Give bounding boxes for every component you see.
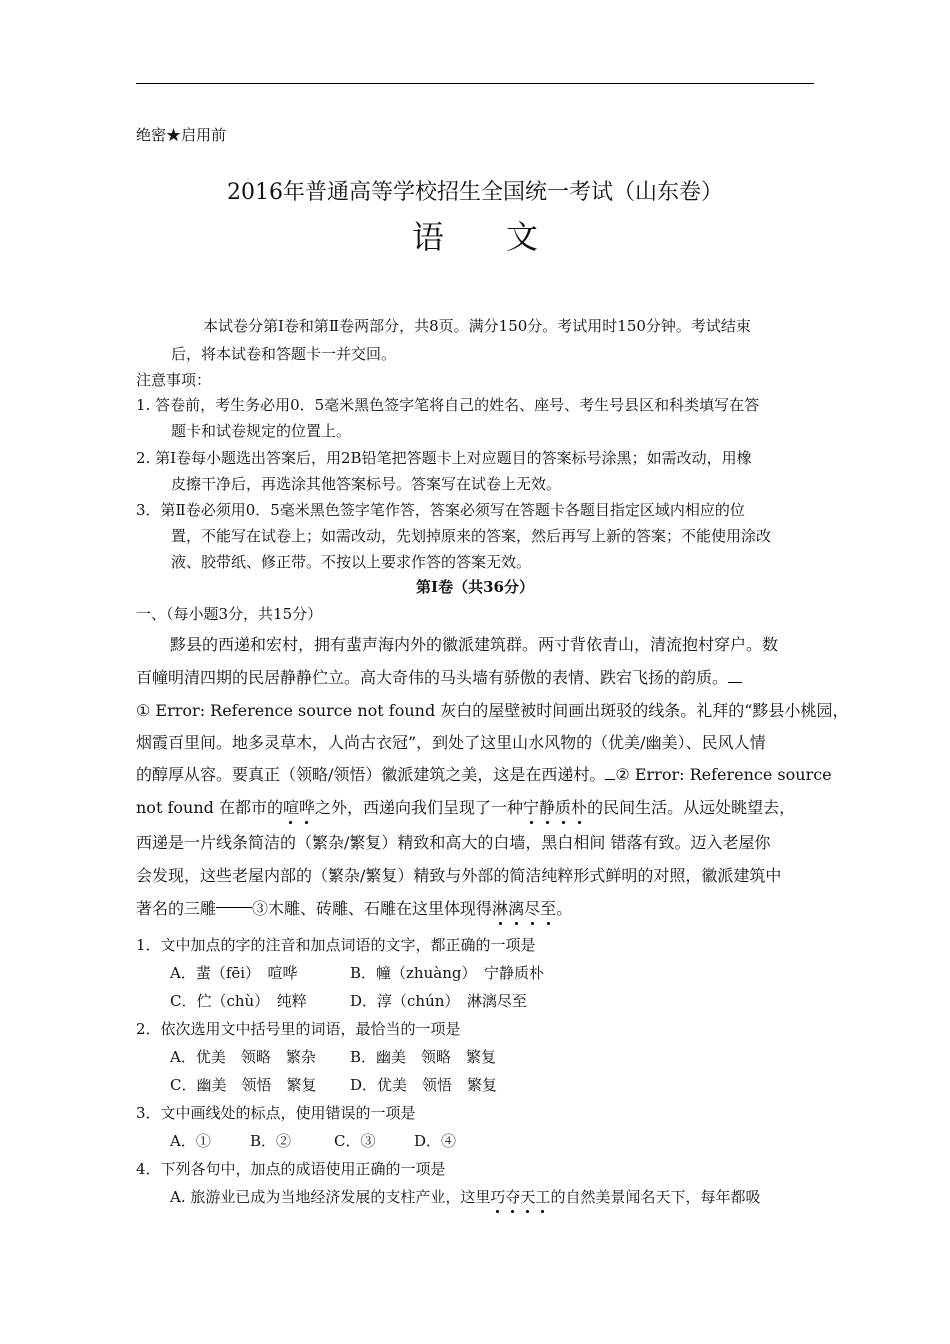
- dotted-char: 尽: [524, 899, 541, 918]
- passage-line-9-c: 。: [556, 899, 573, 918]
- note-2-line-2: 皮擦干净后，再选涂其他答案标号。答案写在试卷上无效。: [171, 475, 562, 493]
- dotted-char: 质: [555, 798, 572, 817]
- passage-line-1: 黟县的西递和宏村，拥有蜚声海内外的徽派建筑群。两寸背依青山，清流抱村穿户。数: [170, 635, 779, 654]
- passage-line-9-a: 著名的三雕: [136, 899, 217, 918]
- question-1-options-ab: [170, 962, 544, 983]
- note-3-line-2: 置，不能写在试卷上；如需改动，先划掉原来的答案，然后再写上新的答案；不能使用涂改: [171, 527, 772, 545]
- subject-title: [136, 212, 814, 258]
- passage-line-4: 烟霞百里间。地多灵草木，人尚古衣冠”，到处了这里山水风物的（优美/幽美）、民风人情: [136, 733, 766, 752]
- option-a-text-2: 的自然美景闻名天下，每年都吸: [550, 1188, 761, 1206]
- passage-line-2: [136, 665, 742, 688]
- passage-line-9: [136, 896, 572, 919]
- option-a: A．蜚（fēi） 喧哗: [170, 964, 298, 982]
- option-d: D．淳（chún） 淋漓尽至: [350, 992, 527, 1010]
- passage-line-5-ref: ② Error: Reference source: [615, 765, 832, 784]
- passage-line-5: [136, 762, 832, 785]
- question-4-option-a: [170, 1186, 760, 1207]
- option-a: A．①: [170, 1132, 211, 1150]
- option-d: D．④: [414, 1132, 457, 1150]
- question-2-options-ab: [170, 1046, 496, 1067]
- dotted-char: 夺: [505, 1188, 521, 1206]
- section-1-heading: 一、（每小题3分，共15分）: [136, 605, 323, 623]
- option-b: B．幽美 领略 繁复: [350, 1048, 497, 1066]
- question-3: 3．文中画线处的标点，使用错误的一项是: [136, 1104, 416, 1122]
- question-4: 4．下列各句中，加点的成语使用正确的一项是: [136, 1160, 446, 1178]
- dotted-char: 漓: [508, 899, 525, 918]
- part-1-heading: 第Ⅰ卷（共36分）: [416, 578, 534, 596]
- note-1-line-2: 题卡和试卷规定的位置上。: [171, 422, 352, 440]
- option-b: B．幢（zhuàng） 宁静质朴: [350, 964, 544, 982]
- passage-line-3: ① Error: Reference source not found 灰白的屋壁被时间画出斑驳的线条。礼拜的“黟县小桃园，: [136, 701, 849, 720]
- question-2: 2．依次选用文中括号里的词语，最恰当的一项是: [136, 1020, 461, 1038]
- option-d: D．优美 领悟 繁复: [350, 1076, 498, 1094]
- note-2-line-1: 2. 第Ⅰ卷每小题选出答案后，用2B铅笔把答题卡上对应题目的答案标号涂黑；如需改动，用橡: [136, 449, 752, 467]
- passage-line-7: 西递是一片线条简洁的（繁杂/繁复）精致和高大的白墙，黑白相间 错落有致。迈入老屋你: [136, 833, 771, 852]
- passage-line-6: [136, 795, 795, 818]
- dotted-char: 天: [520, 1188, 536, 1206]
- question-2-options-cd: [170, 1074, 497, 1095]
- option-b: B．②: [250, 1132, 292, 1150]
- intro-line-1: 本试卷分第Ⅰ卷和第Ⅱ卷两部分，共8页。满分150分。考试用时150分钟。考试结束: [203, 317, 751, 335]
- passage-line-9-b: ③木雕、砖雕、石雕在这里体现得: [252, 899, 493, 918]
- question-3-options: [170, 1130, 456, 1151]
- question-1: 1．文中加点的字的注音和加点词语的文字，都正确的一项是: [136, 936, 536, 954]
- dotted-char: 静: [539, 798, 556, 817]
- notes-heading: 注意事项：: [136, 371, 212, 389]
- dotted-char: 宁: [523, 798, 540, 817]
- note-3-line-3: 液、胶带纸、修正带。不按以上要求作答的答案无效。: [171, 553, 532, 571]
- note-1-line-1: 1. 答卷前，考生务必用0．5毫米黑色签字笔将自己的姓名、座号、考生号县区和科类填写在答: [136, 396, 760, 414]
- option-c: C．幽美 领悟 繁复: [170, 1076, 317, 1094]
- passage-line-5-text: 的醇厚从容。要真正（领略/领悟）徽派建筑之美，这是在西递村。: [136, 765, 606, 784]
- subject-char-2: 文: [506, 218, 539, 256]
- question-1-options-cd: [170, 990, 527, 1011]
- passage-line-6-a: not found 在都市的: [136, 798, 283, 817]
- passage-line-6-b: 之外，西递向我们呈现了一种: [314, 798, 523, 817]
- confidential-label: 绝密★启用前: [136, 126, 227, 144]
- dotted-char: 淋: [492, 899, 509, 918]
- dotted-char: 喧: [282, 798, 299, 817]
- option-c: C．③: [334, 1132, 376, 1150]
- option-a: A．优美 领略 繁杂: [170, 1048, 316, 1066]
- note-3-line-1: 3．第Ⅱ卷必须用0．5毫米黑色签字笔作答，答案必须写在答题卡各题目指定区域内相应的位: [136, 501, 745, 519]
- passage-line-2-text: 百幢明清四期的民居静静伫立。高大奇伟的马头墙有骄傲的表情、跌宕飞扬的韵质。: [136, 668, 729, 687]
- subject-char-1: 语: [411, 218, 444, 256]
- header-rule: [136, 83, 814, 84]
- exam-title: 2016年普通高等学校招生全国统一考试（山东卷）: [227, 180, 723, 205]
- dotted-char: 至: [540, 899, 557, 918]
- dotted-char: 哗: [298, 798, 315, 817]
- intro-line-2: 后，将本试卷和答题卡一并交回。: [171, 345, 397, 363]
- passage-line-6-c: 的民间生活。从远处眺望去，: [587, 798, 796, 817]
- option-c: C．伫（chù） 纯粹: [170, 992, 307, 1010]
- dotted-char: 巧: [490, 1188, 506, 1206]
- option-a-text-1: A. 旅游业已成为当地经济发展的支柱产业，这里: [170, 1188, 491, 1206]
- passage-line-8: 会发现，这些老屋内部的（繁杂/繁复）精致与外部的简洁纯粹形式鲜明的对照，徽派建筑中: [136, 866, 782, 885]
- dotted-char: 朴: [571, 798, 588, 817]
- dotted-char: 工: [535, 1188, 551, 1206]
